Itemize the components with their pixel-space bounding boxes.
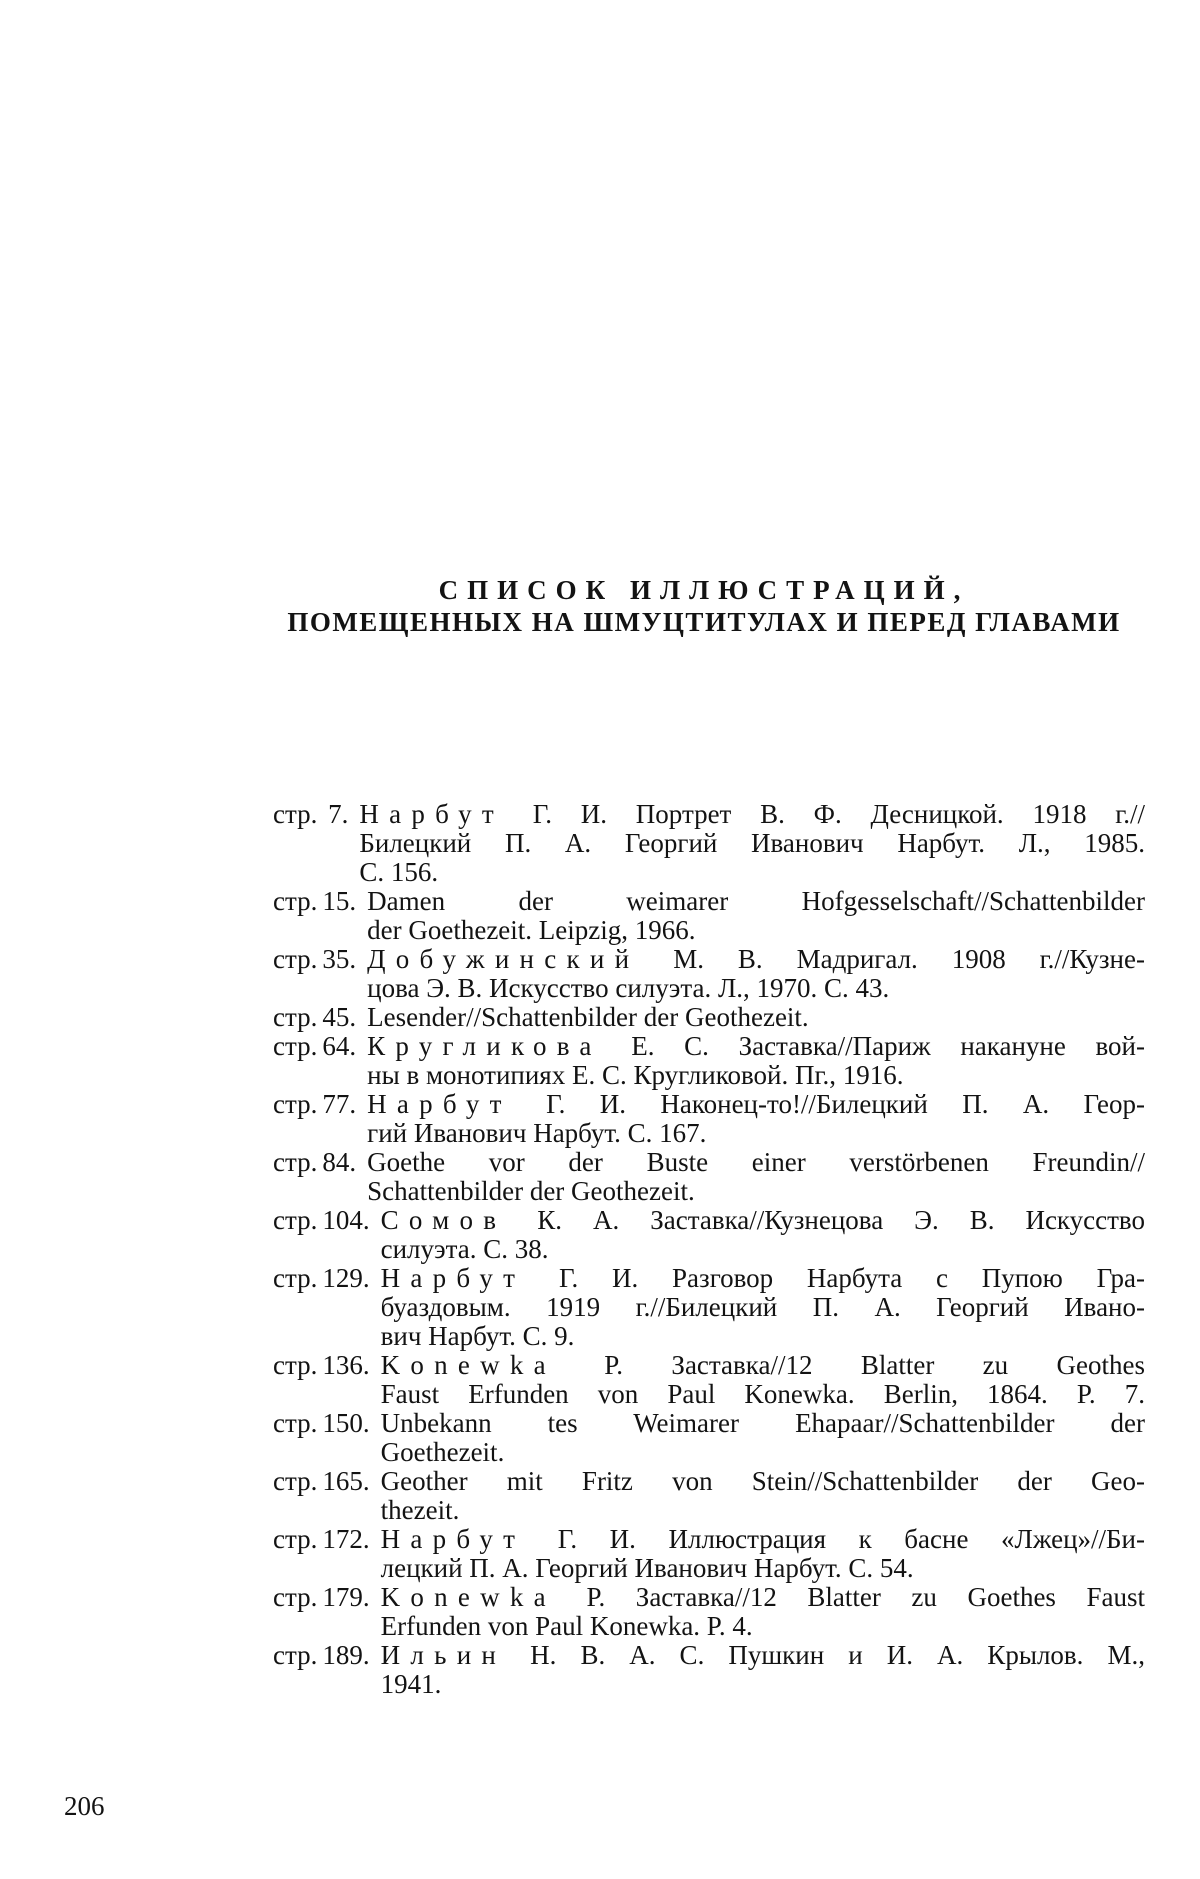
entry-text bbox=[367, 945, 1145, 1003]
list-item bbox=[273, 1641, 1145, 1699]
entry-text bbox=[381, 1641, 1145, 1699]
entry-page-number: 136. bbox=[322, 1350, 370, 1380]
entry-page-number: 165. bbox=[322, 1466, 370, 1496]
entry-ref-label: стр. bbox=[273, 1031, 318, 1061]
entry-line: вич Нарбут. С. 9. bbox=[380, 1321, 575, 1351]
entry-text bbox=[367, 1003, 1145, 1032]
entry-line-text: К. А. Заставка//Кузнецова Э. В. Искусство bbox=[506, 1205, 1145, 1235]
entry-ref-label: стр. bbox=[273, 1002, 318, 1032]
list-item bbox=[273, 1583, 1145, 1641]
title-line-2: ПОМЕЩЕННЫХ НА ШМУЦТИТУЛАХ И ПЕРЕД ГЛАВАМИ bbox=[287, 607, 1121, 637]
entry-line-text: Г. И. Иллюстрация к басне «Лжец»//Би- bbox=[525, 1524, 1145, 1554]
entry-author: Нарбут bbox=[367, 1089, 512, 1119]
entry-ref-label: стр. bbox=[273, 1147, 318, 1177]
entry-line-text: Г. И. Портрет В. Ф. Десницкой. 1918 г.// bbox=[503, 799, 1145, 829]
entry-line: ны в монотипиях Е. С. Кругликовой. Пг., 1916. bbox=[367, 1060, 904, 1090]
entry-line: буаздовым. 1919 г.//Билецкий П. А. Георгий Ивано- bbox=[380, 1292, 1145, 1322]
entry-line bbox=[359, 800, 1145, 829]
entry-ref-label: стр. bbox=[273, 1350, 318, 1380]
entry-line bbox=[381, 1583, 1145, 1612]
entry-author: Нарбут bbox=[359, 799, 504, 829]
entry-text bbox=[367, 1148, 1145, 1206]
list-item bbox=[273, 1206, 1145, 1264]
entry-line-text: Lesender//Schattenbilder der Geothezeit. bbox=[367, 1002, 809, 1032]
list-item bbox=[273, 1003, 1145, 1032]
entry-line-text: Г. И. Наконец-то!//Билецкий П. А. Геор- bbox=[511, 1089, 1145, 1119]
entry-line-text: P. Заставка//12 Blatter zu Geothes bbox=[555, 1350, 1145, 1380]
entry-line: силуэта. С. 38. bbox=[380, 1234, 549, 1264]
page-title bbox=[268, 574, 1140, 638]
page-number: 206 bbox=[64, 1791, 105, 1821]
entry-page-number: 179. bbox=[322, 1582, 370, 1612]
entry-line bbox=[381, 1351, 1145, 1380]
entry-line: der Goethezeit. Leipzig, 1966. bbox=[367, 915, 696, 945]
entry-ref-label: стр. bbox=[273, 799, 318, 829]
entry-author: Ильин bbox=[380, 1640, 507, 1670]
entry-line: Schattenbilder der Geothezeit. bbox=[367, 1176, 695, 1206]
entry-text bbox=[367, 887, 1145, 945]
entry-page-number: 7. bbox=[328, 799, 349, 829]
list-item bbox=[273, 1090, 1145, 1148]
list-item bbox=[273, 1409, 1145, 1467]
entry-page-number: 15. bbox=[322, 886, 357, 916]
entry-ref-label: стр. bbox=[273, 1089, 318, 1119]
entry-line: 1941. bbox=[380, 1669, 442, 1699]
entry-page-number: 129. bbox=[322, 1263, 370, 1293]
entry-line-text: Goethe vor der Buste einer verstörbenen Freundin// bbox=[367, 1147, 1145, 1177]
entry-author: Нарбут bbox=[380, 1263, 526, 1293]
entry-line-text: Damen der weimarer Hofgesselschaft//Schattenbilder bbox=[367, 886, 1145, 916]
entry-line-text: Г. И. Разговор Нарбута с Пупою Гра- bbox=[525, 1263, 1145, 1293]
entry-author: Konewka bbox=[380, 1582, 556, 1612]
entry-page-number: 84. bbox=[322, 1147, 357, 1177]
list-item bbox=[273, 800, 1145, 887]
entry-author: Нарбут bbox=[380, 1524, 526, 1554]
entry-page-number: 45. bbox=[322, 1002, 357, 1032]
entry-line-text: Н. В. А. С. Пушкин и И. А. Крылов. М., bbox=[506, 1640, 1145, 1670]
entry-line-text: P. Заставка//12 Blatter zu Goethes Faust bbox=[555, 1582, 1145, 1612]
entry-text bbox=[381, 1409, 1145, 1467]
entry-ref-label: стр. bbox=[273, 1640, 318, 1670]
entry-page-number: 35. bbox=[322, 944, 357, 974]
entry-ref-label: стр. bbox=[273, 1466, 318, 1496]
entry-author: Кругликова bbox=[367, 1031, 602, 1061]
list-item bbox=[273, 1148, 1145, 1206]
list-item bbox=[273, 1351, 1145, 1409]
entry-line: Erfunden von Paul Konewka. P. 4. bbox=[380, 1611, 753, 1641]
entry-author: Konewka bbox=[380, 1350, 556, 1380]
entry-ref-label: стр. bbox=[273, 944, 318, 974]
entry-line-text: Geother mit Fritz von Stein//Schattenbilder der Geo- bbox=[380, 1466, 1145, 1496]
entry-text bbox=[367, 1032, 1145, 1090]
entry-line bbox=[381, 1409, 1145, 1438]
entry-line bbox=[381, 1206, 1145, 1235]
entry-line bbox=[381, 1641, 1145, 1670]
entry-line-text: М. В. Мадригал. 1908 г.//Кузне- bbox=[639, 944, 1145, 974]
entry-text bbox=[381, 1583, 1145, 1641]
entry-line: thezeit. bbox=[380, 1495, 460, 1525]
entry-page-number: 104. bbox=[322, 1205, 370, 1235]
entry-line bbox=[381, 1525, 1145, 1554]
entry-ref-label: стр. bbox=[273, 886, 318, 916]
entry-ref-label: стр. bbox=[273, 1582, 318, 1612]
entry-ref-label: стр. bbox=[273, 1524, 318, 1554]
entry-line: С. 156. bbox=[359, 857, 439, 887]
entry-line bbox=[367, 945, 1145, 974]
entry-line bbox=[367, 1148, 1145, 1177]
list-item bbox=[273, 887, 1145, 945]
illustration-list bbox=[273, 800, 1145, 1699]
entry-line bbox=[381, 1467, 1145, 1496]
entry-text bbox=[359, 800, 1145, 887]
entry-line-text: Е. С. Заставка//Париж накануне вой- bbox=[601, 1031, 1145, 1061]
entry-line: лецкий П. А. Георгий Иванович Нарбут. С. 54. bbox=[380, 1553, 914, 1583]
entry-line: цова Э. В. Искусство силуэта. Л., 1970. С. 43. bbox=[367, 973, 890, 1003]
entry-text bbox=[381, 1525, 1145, 1583]
list-item bbox=[273, 1032, 1145, 1090]
title-line-1: СПИСОК ИЛЛЮСТРАЦИЙ, bbox=[438, 575, 970, 605]
entry-page-number: 150. bbox=[322, 1408, 370, 1438]
entry-ref-label: стр. bbox=[273, 1408, 318, 1438]
entry-line: Билецкий П. А. Георгий Иванович Нарбут. Л., 1985. bbox=[359, 828, 1145, 858]
entry-author: Добужинский bbox=[367, 944, 640, 974]
entry-line: Faust Erfunden von Paul Konewka. Berlin, 1864. P. 7. bbox=[380, 1379, 1145, 1409]
entry-text bbox=[381, 1351, 1145, 1409]
entry-page-number: 77. bbox=[322, 1089, 357, 1119]
entry-text bbox=[381, 1206, 1145, 1264]
entry-page-number: 189. bbox=[322, 1640, 370, 1670]
list-item bbox=[273, 945, 1145, 1003]
entry-line: Goethezeit. bbox=[380, 1437, 505, 1467]
entry-line bbox=[367, 1003, 1145, 1032]
list-item bbox=[273, 1264, 1145, 1351]
entry-line-text: Unbekann tes Weimarer Ehapaar//Schattenbilder der bbox=[380, 1408, 1145, 1438]
list-item bbox=[273, 1525, 1145, 1583]
entry-text bbox=[381, 1467, 1145, 1525]
entry-line bbox=[367, 1090, 1145, 1119]
entry-ref-label: стр. bbox=[273, 1205, 318, 1235]
entry-text bbox=[381, 1264, 1145, 1351]
entry-line: гий Иванович Нарбут. С. 167. bbox=[367, 1118, 707, 1148]
entry-page-number: 172. bbox=[322, 1524, 370, 1554]
entry-author: Сомов bbox=[380, 1205, 507, 1235]
entry-line bbox=[367, 1032, 1145, 1061]
entry-page-number: 64. bbox=[322, 1031, 357, 1061]
entry-line bbox=[381, 1264, 1145, 1293]
list-item bbox=[273, 1467, 1145, 1525]
entry-text bbox=[367, 1090, 1145, 1148]
entry-ref-label: стр. bbox=[273, 1263, 318, 1293]
entry-line bbox=[367, 887, 1145, 916]
